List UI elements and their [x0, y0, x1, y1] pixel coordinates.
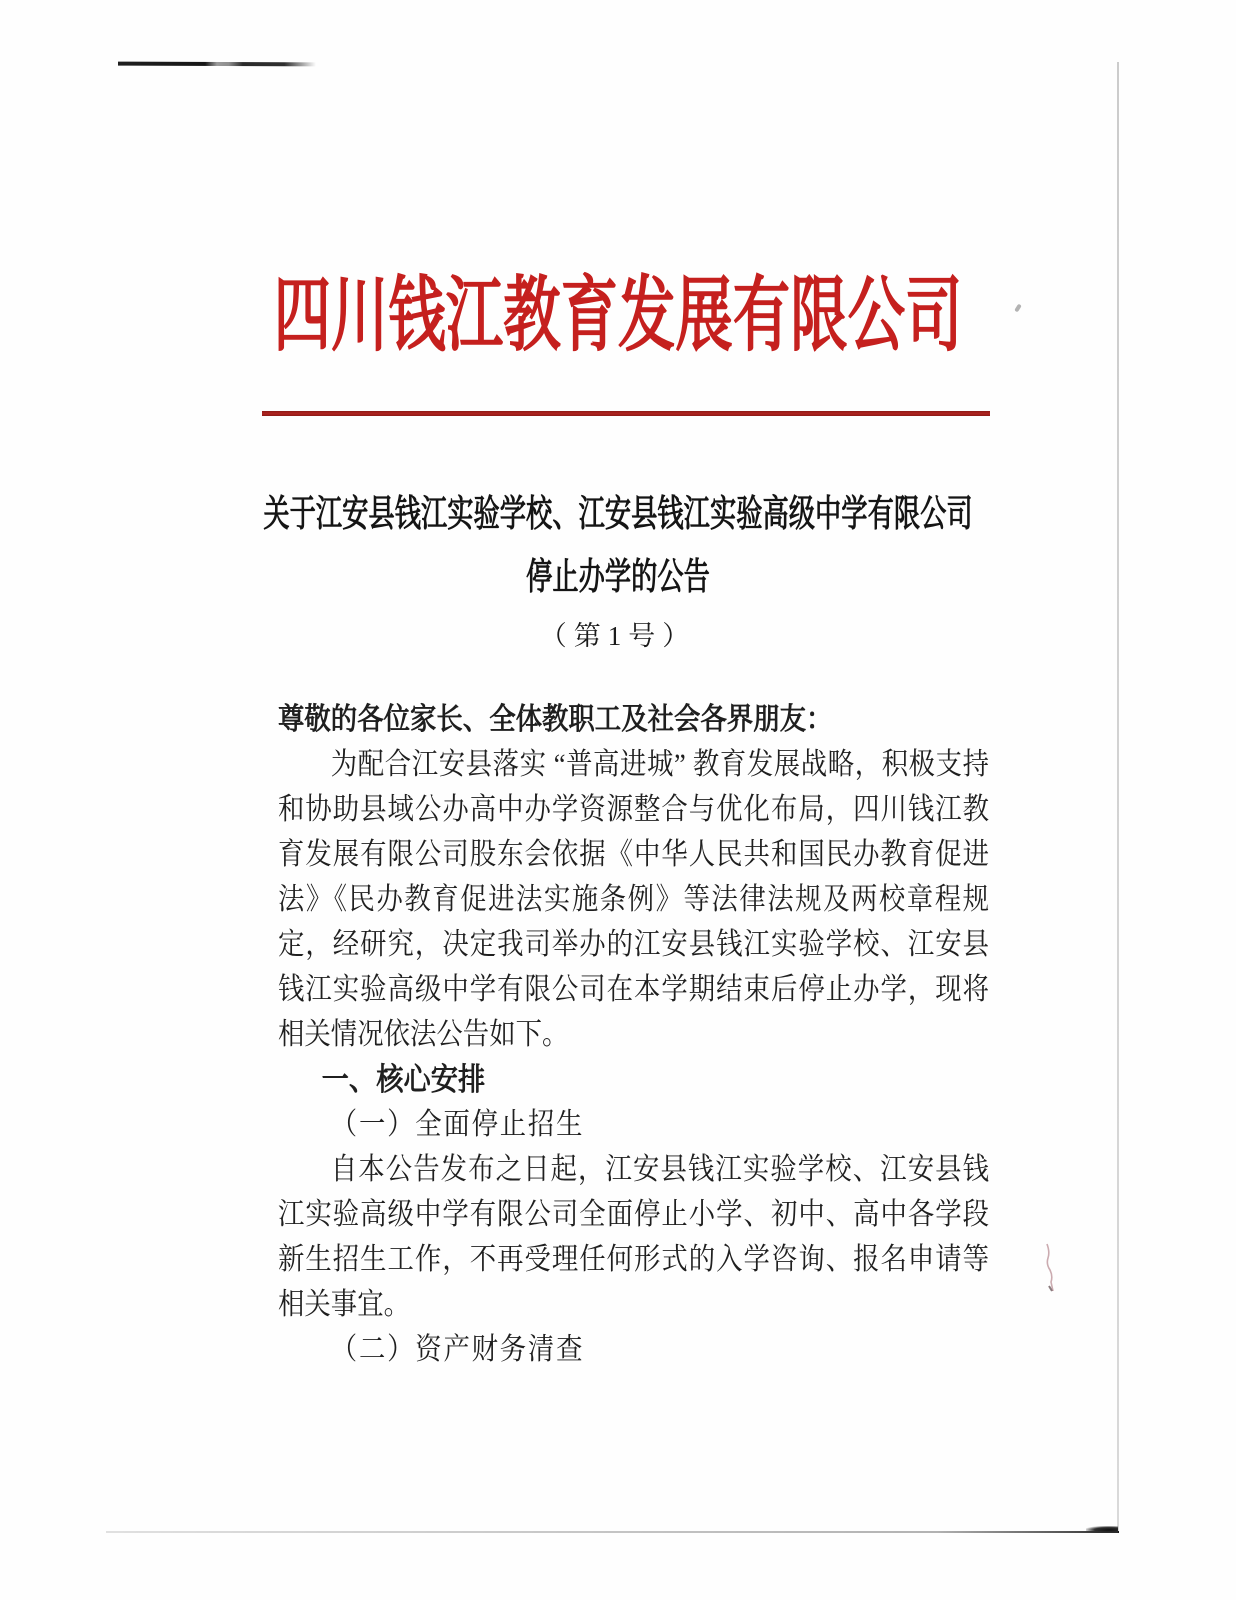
announcement-title-line1: 关于江安县钱江实验学校、江安县钱江实验高级中学有限公司: [263, 493, 973, 534]
salutation: 尊敬的各位家长、全体教职工及社会各界朋友：: [278, 703, 833, 736]
company-letterhead: 四川钱江教育发展有限公司: [273, 270, 963, 361]
paragraph-stop-enrollment: 自本公告发布之日起，江安县钱江实验学校、江安县钱江实验高级中学有限公司全面停止小学、初中、高中各学段新生招生工作，不再受理任何形式的入学咨询、报名申请等相关事宜。: [278, 1153, 990, 1321]
announcement-body: [278, 697, 989, 1372]
section-heading-core-arrangements: 一、核心安排: [321, 1062, 486, 1097]
announcement-title-line2: 停止办学的公告: [526, 556, 710, 597]
scan-artifact-top-edge: [118, 62, 316, 67]
subsection-heading-stop-enrollment: （一）全面停止招生: [330, 1108, 585, 1141]
subsection-heading-asset-audit: （二）资产财务清查: [330, 1333, 585, 1366]
document-number: （第1号）: [539, 621, 697, 651]
scan-artifact-pen-mark: [1035, 1240, 1065, 1300]
page-edge-right: [1117, 62, 1119, 1532]
letterhead-divider-rule: [262, 411, 990, 416]
announcement-title: [179, 482, 1057, 608]
page-edge-bottom: [106, 1531, 1119, 1533]
paragraph-intro: 为配合江安县落实 “普高进城” 教育发展战略，积极支持和协助县域公办高中办学资源整合与优化布局，四川钱江教育发展有限公司股东会依据《中华人民共和国民办教育促进法》《民办教育促进法实施条例》等法律法规及两校章程规定，经研究，决定我司举办的江安县钱江实验学校、江安县钱江实验高级中学有限公司在本学期结束后停止办学，现将相关情况依法公告如下。: [278, 748, 990, 1051]
scan-artifact-corner: [1086, 1526, 1118, 1533]
